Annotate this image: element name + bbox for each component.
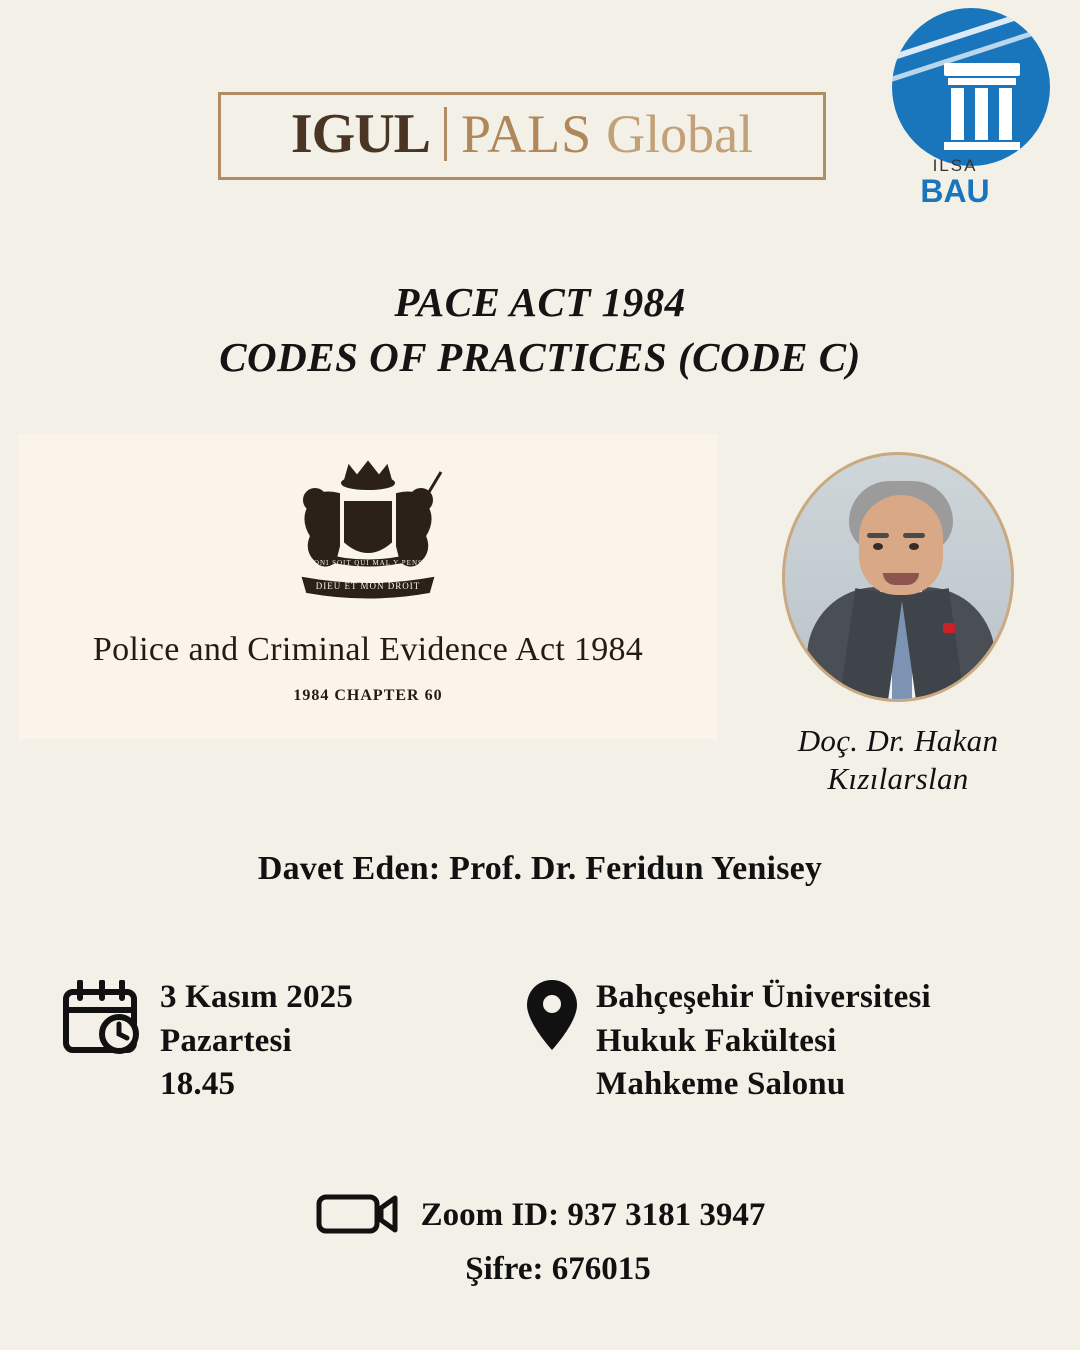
place-line-1: Bahçeşehir Üniversitesi xyxy=(596,978,931,1015)
svg-text:DIEU ET MON DROIT: DIEU ET MON DROIT xyxy=(315,580,421,591)
media-row xyxy=(0,434,1080,834)
video-camera-icon xyxy=(315,1188,401,1243)
title-line-2: CODES OF PRACTICES (CODE C) xyxy=(219,334,861,381)
pace-act-card xyxy=(18,434,718,739)
brand-pals-text: PALS xyxy=(461,104,593,164)
speaker-block xyxy=(778,452,1018,800)
ilsa-bau-logo xyxy=(860,8,1050,209)
detail-date-block xyxy=(62,976,353,1108)
zoom-block xyxy=(0,1188,1080,1288)
title-line-1: PACE ACT 1984 xyxy=(394,279,686,325)
avatar xyxy=(782,452,1014,702)
calendar-clock-icon xyxy=(62,980,144,1061)
map-pin-icon xyxy=(524,978,580,1059)
place-line-3: Mahkeme Salonu xyxy=(596,1066,846,1103)
igul-pals-global-logo xyxy=(218,92,826,180)
act-chapter-text: 1984 CHAPTER 60 xyxy=(293,686,443,704)
royal-coat-of-arms-icon xyxy=(253,450,483,625)
speaker-name xyxy=(778,722,1018,800)
page-title xyxy=(0,275,1080,386)
date-line-1: 3 Kasım 2025 xyxy=(160,978,354,1015)
detail-place-block xyxy=(524,976,931,1108)
speaker-name-line-1: Doç. Dr. Hakan xyxy=(797,722,999,758)
place-line-2: Hukuk Fakültesi xyxy=(596,1022,837,1059)
zoom-id-text: Zoom ID: 937 3181 3947 xyxy=(420,1196,766,1233)
brand-global-text: Global xyxy=(606,104,754,164)
detail-place-text xyxy=(596,976,931,1108)
act-title-text: Police and Criminal Evidence Act 1984 xyxy=(92,630,644,668)
zoom-password-text: Şifre: 676015 xyxy=(465,1250,651,1287)
svg-text:HONI SOIT QUI MAL Y PENSE: HONI SOIT QUI MAL Y PENSE xyxy=(307,558,429,567)
speaker-name-line-2: Kızılarslan xyxy=(827,761,969,797)
brand-separator xyxy=(444,107,447,161)
temple-columns-icon xyxy=(892,8,1050,166)
event-details xyxy=(0,976,1080,1136)
date-line-3: 18.45 xyxy=(160,1066,236,1103)
bau-label: BAU xyxy=(920,173,990,209)
ilsa-label: ILSA xyxy=(932,156,978,175)
date-line-2: Pazartesi xyxy=(160,1022,292,1059)
detail-date-text xyxy=(160,976,353,1108)
poster-header xyxy=(0,0,1080,215)
brand-igul-text: IGUL xyxy=(290,103,431,165)
host-line: Davet Eden: Prof. Dr. Feridun Yenisey xyxy=(257,849,823,887)
